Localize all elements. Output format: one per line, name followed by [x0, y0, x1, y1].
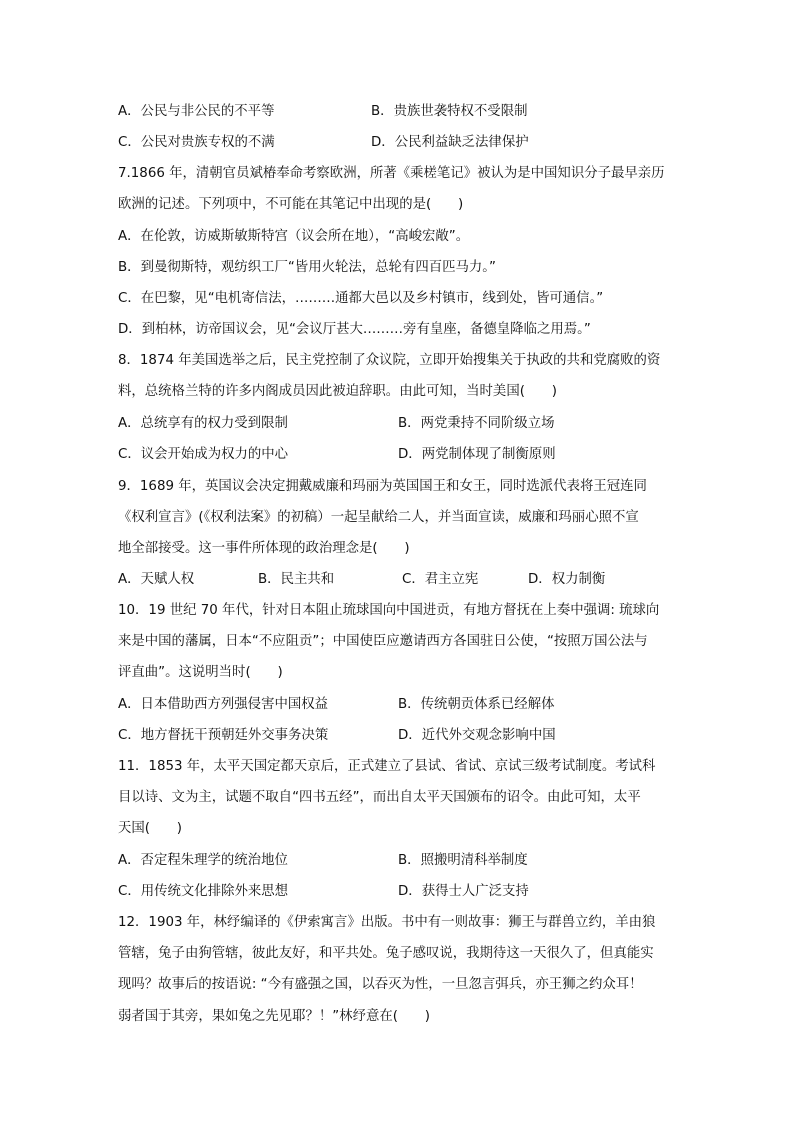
q10-option-c: C．地方督抚干预朝廷外交事务决策	[118, 728, 329, 743]
q11-stem-line-1: 11．1853 年，太平天国定都天京后，正式建立了县试、省试、京试三级考试制度。考试科	[118, 759, 656, 774]
q10-option-d: D．近代外交观念影响中国	[398, 728, 556, 743]
q8-option-d: D．两党制体现了制衡原则	[398, 447, 556, 462]
q6-option-c: C．公民对贵族专权的不满	[118, 135, 275, 150]
q9-stem-line-2: 《权利宣言》(《权利法案》的初稿）一起呈献给二人，并当面宣读，威廉和玛丽心照不宣	[118, 510, 639, 525]
q6-option-b: B．贵族世袭特权不受限制	[371, 104, 528, 119]
q6-option-a: A．公民与非公民的不平等	[118, 104, 275, 119]
q10-stem-line-3: 评直曲”。这说明当时( )	[118, 665, 283, 680]
q9-stem-line-3: 地全部接受。这一事件所体现的政治理念是( )	[118, 541, 410, 556]
q10-stem-line-2: 来是中国的藩属，日本“不应阻贡”；中国使臣应邀请西方各国驻日公使，“按照万国公法与	[118, 634, 648, 649]
q10-option-b: B．传统朝贡体系已经解体	[398, 697, 555, 712]
q8-option-a: A．总统享有的权力受到限制	[118, 416, 288, 431]
q8-option-b: B．两党秉持不同阶级立场	[398, 416, 555, 431]
q7-stem-line-1: 7.1866 年，清朝官员斌椿奉命考察欧洲，所著《乘槎笔记》被认为是中国知识分子最早亲历	[118, 166, 665, 181]
q12-stem-line-4: 弱者国于其旁，果如兔之先见耶？！”林纾意在( )	[118, 1009, 430, 1024]
q7-option-a: A．在伦敦，访威斯敏斯特宫（议会所在地），“高峻宏敞”。	[118, 229, 470, 244]
q11-stem-line-3: 天国( )	[118, 821, 183, 836]
q9-option-c: C．君主立宪	[402, 572, 479, 587]
q8-option-c: C．议会开始成为权力的中心	[118, 447, 289, 462]
q8-stem-line-1: 8．1874 年美国选举之后，民主党控制了众议院，立即开始搜集关于执政的共和党腐败的资	[118, 353, 661, 368]
q8-stem-line-2: 料，总统格兰特的许多内阁成员因此被迫辞职。由此可知，当时美国( )	[118, 384, 557, 399]
q11-option-a: A．否定程朱理学的统治地位	[118, 853, 288, 868]
q11-option-c: C．用传统文化排除外来思想	[118, 884, 289, 899]
q10-option-a: A．日本借助西方列强侵害中国权益	[118, 697, 329, 712]
q11-option-b: B．照搬明清科举制度	[398, 853, 528, 868]
q7-option-d: D．到柏林，访帝国议会，见“会议厅甚大………旁有皇座，备德皇降临之用焉。”	[118, 322, 591, 337]
q7-option-b: B．到曼彻斯特，观纺织工厂“皆用火轮法，总轮有四百匹马力。”	[118, 260, 496, 275]
q9-stem-line-1: 9．1689 年，英国议会决定拥戴威廉和玛丽为英国国王和女王，同时选派代表将王冠连同	[118, 479, 647, 494]
q7-stem-line-2: 欧洲的记述。下列项中，不可能在其笔记中出现的是( )	[118, 197, 464, 212]
q9-option-a: A．天赋人权	[118, 572, 195, 587]
q6-option-d: D．公民利益缺乏法律保护	[371, 135, 529, 150]
q11-option-d: D．获得士人广泛支持	[398, 884, 529, 899]
q12-stem-line-1: 12．1903 年，林纾编译的《伊索寓言》出版。书中有一则故事：狮王与群兽立约，羊由狼	[118, 915, 656, 930]
q12-stem-line-2: 管辖，兔子由狗管辖，彼此友好，和平共处。兔子感叹说，我期待这一天很久了，但真能实	[118, 946, 654, 961]
q11-stem-line-2: 目以诗、文为主，试题不取自“四书五经”，而出自太平天国颁布的诏令。由此可知，太平	[118, 790, 641, 805]
q9-option-d: D．权力制衡	[528, 572, 606, 587]
q12-stem-line-3: 现吗？故事后的按语说: “今有盛强之国，以吞灭为性，一旦忽言弭兵，亦王狮之约众耳！	[118, 977, 643, 992]
q7-option-c: C．在巴黎，见“电机寄信法，………通都大邑以及乡村镇市，线到处，皆可通信。”	[118, 291, 604, 306]
q10-stem-line-1: 10．19 世纪 70 年代，针对日本阻止琉球国向中国进贡，有地方督抚在上奏中强调: 琉球向	[118, 603, 660, 618]
q9-option-b: B．民主共和	[258, 572, 335, 587]
